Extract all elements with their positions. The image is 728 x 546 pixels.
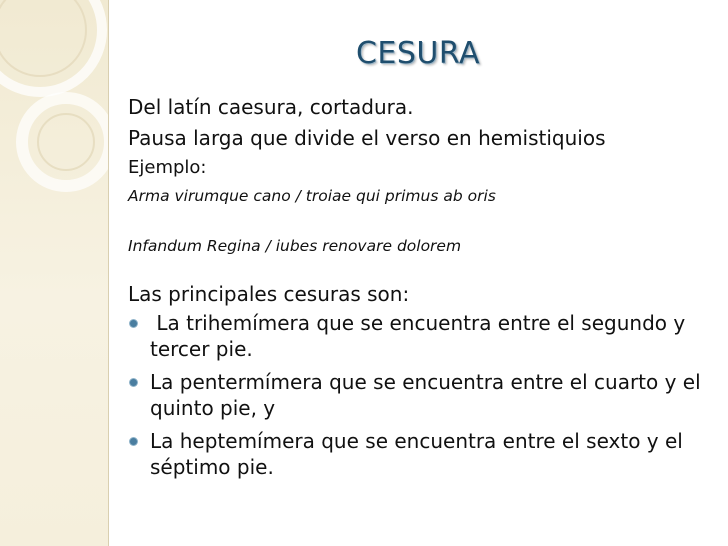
circle-ornament-icon	[0, 0, 108, 240]
side-divider	[108, 0, 109, 546]
bullet-icon	[130, 379, 137, 386]
list-item	[128, 310, 718, 362]
list-intro: Las principales cesuras son:	[128, 282, 410, 306]
list-item	[128, 369, 718, 421]
list-item-text: La heptemímera que se encuentra entre el sexto y el séptimo pie.	[150, 429, 683, 479]
example-label: Ejemplo:	[128, 157, 207, 178]
list-item-text: La trihemímera que se encuentra entre el segundo y tercer pie.	[150, 311, 692, 361]
slide-body	[128, 92, 718, 487]
example-verse-2: Infandum Regina / iubes renovare dolorem	[128, 237, 462, 255]
bullet-icon	[130, 438, 137, 445]
list-item-text: La pentermímera que se encuentra entre el cuarto y el quinto pie, y	[150, 370, 701, 420]
bullet-list	[128, 310, 718, 480]
description-line: Pausa larga que divide el verso en hemistiquios	[128, 126, 606, 150]
list-item	[128, 428, 718, 480]
bullet-icon	[130, 320, 137, 327]
slide-title: CESURA	[355, 36, 481, 71]
example-verse-1: Arma virumque cano / troiae qui primus ab oris	[128, 187, 496, 205]
definition-line: Del latín caesura, cortadura.	[128, 95, 414, 119]
